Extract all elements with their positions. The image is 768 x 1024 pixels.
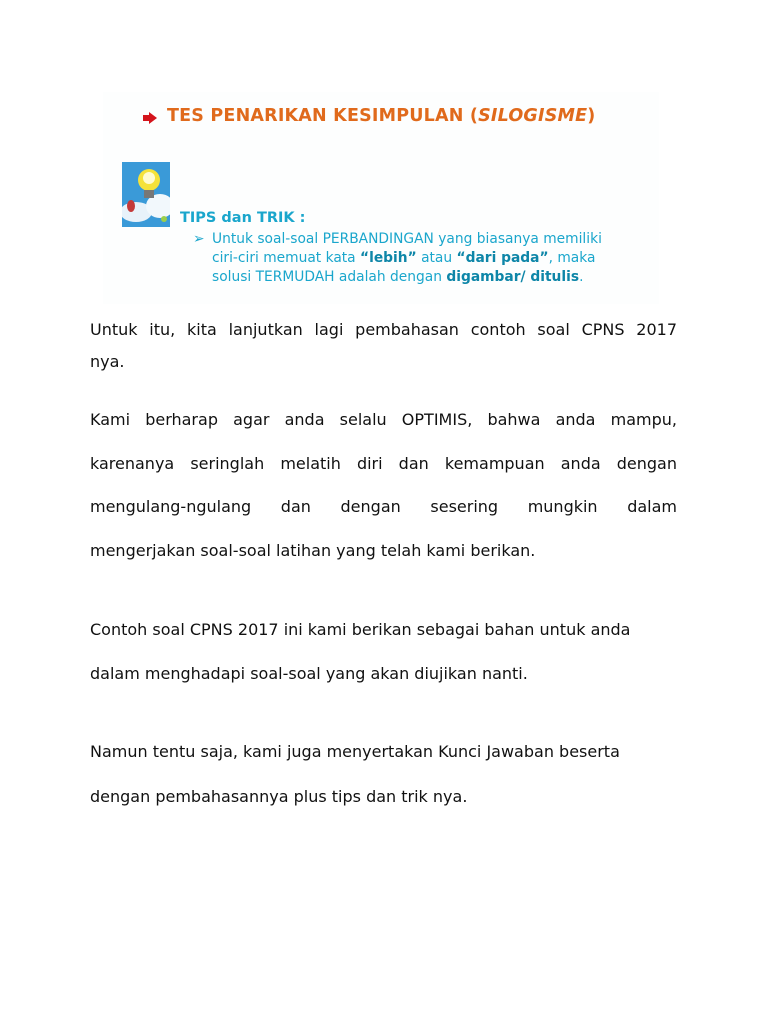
banner-title <box>167 106 595 126</box>
text-line: mengerjakan soal-soal latihan yang telah kami berikan. <box>90 541 536 560</box>
tip-line: Untuk soal-soal PERBANDINGAN yang biasanya memiliki <box>212 231 602 247</box>
text-line: Contoh soal CPNS 2017 ini kami berikan sebagai bahan untuk anda <box>90 620 631 639</box>
tips-banner-image <box>103 92 659 304</box>
title-text: TES PENARIKAN KESIMPULAN ( <box>167 106 479 126</box>
arrow-right-icon <box>143 112 157 124</box>
tip-bold: “dari pada” <box>456 250 549 266</box>
text-line: nya. <box>90 352 125 371</box>
text-line: dalam menghadapi soal-soal yang akan diujikan nanti. <box>90 664 528 683</box>
tip-text: , maka <box>548 250 596 266</box>
bullet-icon: ➢ <box>193 231 205 247</box>
title-italic: SILOGISME <box>478 106 588 126</box>
lightbulb-icon <box>122 162 170 227</box>
tip-bold: “lebih” <box>360 250 417 266</box>
text-line: Namun tentu saja, kami juga menyertakan Kunci Jawaban beserta <box>90 742 620 761</box>
text-line: dengan pembahasannya plus tips dan trik nya. <box>90 787 468 806</box>
tip-text: atau <box>416 250 457 266</box>
tip-text: ciri-ciri memuat kata <box>212 250 361 266</box>
tips-heading: TIPS dan TRIK : <box>180 210 306 226</box>
text-line: mengulang-ngulang dan dengan sesering mungkin dalam <box>90 497 677 516</box>
text-line: Kami berharap agar anda selalu OPTIMIS, bahwa anda mampu, <box>90 410 677 429</box>
tip-bold: digambar/ ditulis <box>446 269 580 285</box>
title-suffix: ) <box>587 106 596 126</box>
tip-text: . <box>579 269 584 285</box>
tip-text: solusi TERMUDAH adalah dengan <box>212 269 447 285</box>
tips-list <box>195 230 602 287</box>
text-line: karenanya seringlah melatih diri dan kemampuan anda dengan <box>90 454 677 473</box>
tip-line <box>212 249 602 268</box>
text-line: Untuk itu, kita lanjutkan lagi pembahasan contoh soal CPNS 2017 <box>90 320 677 339</box>
tip-line <box>212 268 602 287</box>
